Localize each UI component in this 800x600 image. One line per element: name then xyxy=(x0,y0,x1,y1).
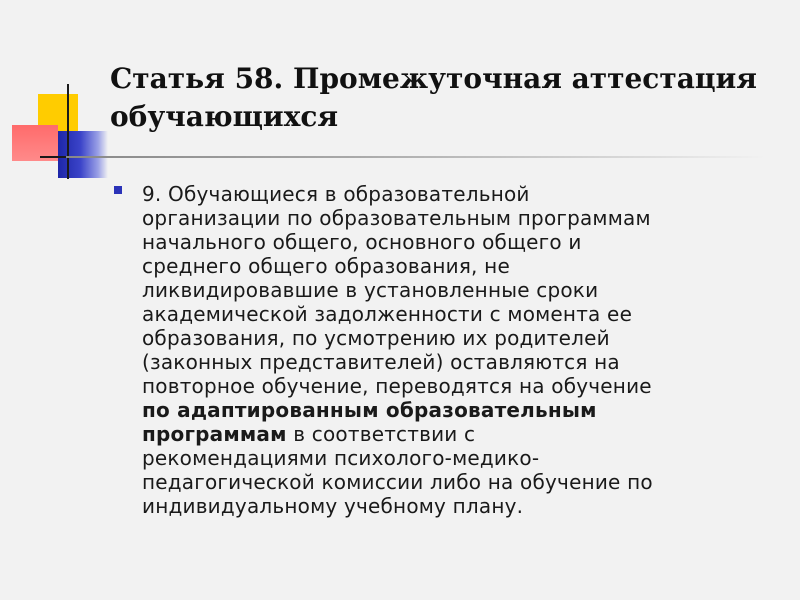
paragraph-line: академической задолженности с момента ее xyxy=(142,302,633,326)
blue-square xyxy=(58,131,108,178)
paragraph-line: ликвидировавшие в установленные сроки xyxy=(142,278,599,302)
paragraph-line xyxy=(142,422,782,446)
paragraph-line: образования, по усмотрению их родителей xyxy=(142,326,610,350)
paragraph-text: в соответствии с xyxy=(286,422,476,446)
paragraph-line: (законных представителей) оставляются на xyxy=(142,350,620,374)
bold-phrase: по адаптированным образовательным xyxy=(142,398,597,422)
title-divider xyxy=(66,156,766,158)
title-line-2: обучающихся xyxy=(110,100,339,133)
paragraph-line: 9. Обучающиеся в образовательной xyxy=(142,182,530,206)
paragraph-line: индивидуальному учебному плану. xyxy=(142,494,524,518)
paragraph-line: рекомендациями психолого-медико- xyxy=(142,446,540,470)
paragraph-line: повторное обучение, переводятся на обучение xyxy=(142,374,652,398)
slide-title xyxy=(110,60,770,136)
paragraph-line: педагогической комиссии либо на обучение по xyxy=(142,470,653,494)
paragraph-line: начального общего, основного общего и xyxy=(142,230,582,254)
title-line-1: Статья 58. Промежуточная аттестация xyxy=(110,62,757,95)
paragraph-line: среднего общего образования, не xyxy=(142,254,510,278)
paragraph-9 xyxy=(142,182,782,518)
paragraph-line: организации по образовательным программам xyxy=(142,206,651,230)
vertical-line xyxy=(67,84,69,179)
square-bullet-icon xyxy=(114,186,122,194)
bold-phrase: программам xyxy=(142,422,287,446)
paragraph-line xyxy=(142,398,782,422)
squares-logo-icon xyxy=(0,0,120,190)
